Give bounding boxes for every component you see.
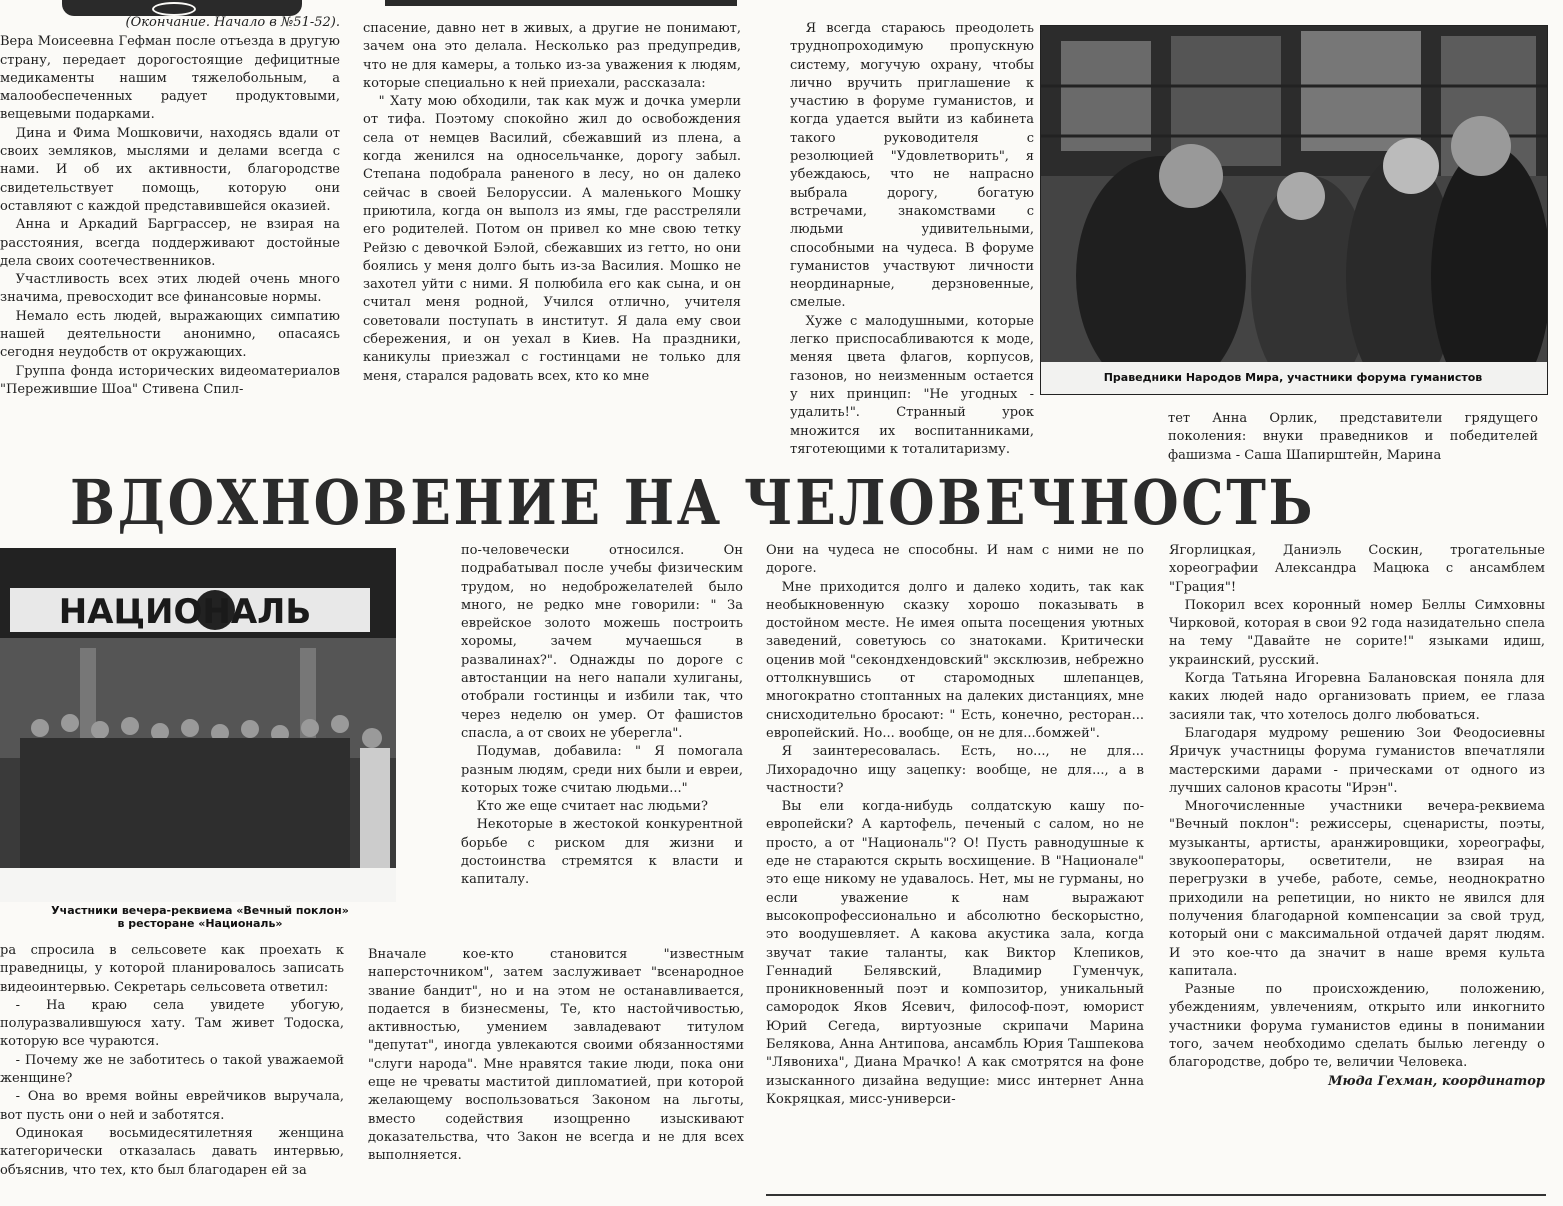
photo-righteous-among-nations bbox=[1040, 25, 1548, 395]
paragraph: Я заинтересовалась. Есть, но..., не для... Лихорадочно ищу зацепку: вообще, не для..., а в частности? bbox=[766, 744, 1144, 796]
photo-caption-line-2: в ресторане «Националь» bbox=[117, 917, 283, 930]
paragraph: Мне приходится долго и далеко ходить, так как необыкновенную сказку хорошо показывать в достойном месте. Не имея опыта посещения уютных заведений, советуюсь со знатоками. Критически оценив мой "секондхендовский" эксклюзив, небрежно оттолкнувшись от старомодных шлепанцев, многократно стоптанных на далеких дистанциях, мне снисходительно бросают: " Есть, конечно, ресторан... европейский. Но... вообще, он не для...бомжей". bbox=[766, 579, 1144, 741]
paragraph: спасение, давно нет в живых, а другие не понимают, зачем она это делала. Несколько раз предупредив, что не для камеры, а только из-за уважения к людям, которые специально к ней приехали, рассказала: bbox=[363, 21, 741, 91]
paragraph: Многочисленные участники вечера-реквиема "Вечный поклон": режиссеры, сценаристы, поэты, музыканты, артисты, аранжировщики, хореографы, звукооператоры, осветители, не взирая на перегрузки в учебе, работе, семье, неоднократно приходили на репетиции, но никто не явился для получения благодарной компенсации за свой труд, который они с максимальной отдачей дарят людям. И это кое-что да значит в наше время культа капитала. bbox=[1169, 799, 1545, 979]
paragraph: Вера Моисеевна Гефман после отъезда в другую страну, передает дорогостоящие дефицитные медикаменты нашим тяжелобольным, а малообеспеченных радует продуктовыми, вещевыми подарками. bbox=[0, 34, 340, 123]
author-signature: Мюда Гехман, координатор bbox=[1328, 1073, 1545, 1089]
article-column-4 bbox=[1168, 410, 1538, 466]
photo-sign-text: НАЦИОНАЛЬ bbox=[58, 592, 312, 632]
paragraph: Участливость всех этих людей очень много значима, превосходит все финансовые нормы. bbox=[0, 272, 340, 306]
article-column-2 bbox=[363, 20, 741, 460]
paragraph: Ягорлицкая, Даниэль Соскин, трогательные хореографии Александра Мацюка с ансамблем "Грация"! bbox=[1169, 543, 1545, 595]
paragraph: ра спросила в сельсовете как проехать к праведницы, у которой планировалось записать видеоинтервью. Секретарь сельсовета ответил: bbox=[0, 943, 344, 995]
headline: ВДОХНОВЕНИЕ НА ЧЕЛОВЕЧНОСТЬ bbox=[70, 466, 1316, 539]
paragraph: Подумав, добавила: " Я помогала разным людям, среди них были и евреи, которых тоже считаю людьми..." bbox=[461, 744, 743, 796]
article-column-6 bbox=[461, 542, 743, 944]
paragraph: Дина и Фима Мошковичи, находясь вдали от своих земляков, мыслями и делами всегда с нами. И об их активности, благородстве свидетельствует помощь, которую они оставляют с каждой представившейся оказией. bbox=[0, 125, 340, 214]
article-column-7 bbox=[368, 946, 744, 1204]
paragraph: Благодаря мудрому решению Зои Феодосиевны Яричук участницы форума гуманистов впечатляли мастерскими дарами - прическами от одного из лучших салонов красоты "Ирэн". bbox=[1169, 725, 1545, 796]
paragraph: по-человечески относился. Он подрабатывал после учебы физическим трудом, но недоброжелателей было много, не редко мне говорили: " За еврейское золото можешь построить хоромы, зачем мучаешься в развалинах?". Однажды по дороге с автостанции на него напали хулиганы, отобрали гостинцы и избили так, что через неделю он умер. От фашистов спасла, а от своих не уберегла". bbox=[461, 543, 743, 741]
paragraph: Покорил всех коронный номер Беллы Симховны Чирковой, которая в свои 92 года назидательно спела на тему "Давайте не сорите!" языками идиш, украинский, русский. bbox=[1169, 597, 1545, 668]
photo-image bbox=[0, 548, 396, 902]
photo-caption: Праведники Народов Мира, участники форума гуманистов bbox=[1103, 371, 1483, 384]
paragraph: Я всегда стараюсь преодолеть труднопроходимую пропускную систему, могучую охрану, чтобы лично вручить приглашение к участию в форуме гуманистов, и когда удается выйти из кабинета такого руководителя с резолюцией "Удовлетворить", я убеждаюсь, что не напрасно выбрала дорогу, богатую встречами, знакомствами с людьми удивительными, способными на чудеса. В форуме гуманистов участвуют личности неординарные, дерзновенные, смелые. bbox=[790, 21, 1034, 311]
paragraph: Они на чудеса не способны. И нам с ними не по дороге. bbox=[766, 543, 1144, 577]
paragraph: Некоторые в жестокой конкурентной борьбе с риском для жизни и достоинства стремятся к власти и капиталу. bbox=[461, 817, 743, 888]
paragraph: Кто же еще считает нас людьми? bbox=[476, 799, 708, 815]
paragraph: Когда Татьяна Игоревна Балановская поняла для каких людей надо организовать прием, ее глаза засияли так, что хотелось долго любоваться. bbox=[1169, 671, 1545, 723]
article-column-9 bbox=[1169, 542, 1545, 1192]
paragraph: тет Анна Орлик, представители грядущего поколения: внуки праведников и победителей фашизма - Саша Шапирштейн, Марина bbox=[1168, 411, 1538, 463]
continuation-note: (Окончание. Начало в №51-52). bbox=[125, 15, 340, 30]
paragraph: Вначале кое-кто становится "известным наперсточником", затем заслуживает "всенародное звание бандит", но и на этом не останавливается, подается в бизнесмены, Те, кто настойчивостью, активностью, умением завладевают титулом "депутат", иногда увлекаются своими обязанностями "слуги народа". Мне нравятся такие люди, пока они еще не чреваты маститой дипломатией, при которой желающему воспользоваться Законом на льготы, вместо содействия изощренно изыскивают доказательства, что Закон не всегда и не для всех выполняется. bbox=[368, 947, 744, 1164]
photo-national-restaurant bbox=[0, 548, 396, 902]
paragraph: Одинокая восьмидесятилетняя женщина категорически отказалась давать интервью, объяснив, что тех, кто был благодарен ей за bbox=[0, 1125, 344, 1178]
article-column-8 bbox=[766, 542, 1144, 1192]
paragraph: Немало есть людей, выражающих симпатию нашей деятельности анонимно, опасаясь сегодня неудобств от окружающих. bbox=[0, 308, 340, 361]
paragraph: Разные по происхождению, положению, убеждениям, увлечениям, открыто или инкогнито участники форума гуманистов едины в понимании того, зачем необходимо сделать былью легенду о благородстве, добро те, величии Человека. bbox=[1169, 982, 1545, 1071]
photo-image bbox=[1041, 26, 1547, 394]
paragraph: Вы ели когда-нибудь солдатскую кашу по-европейски? А картофель, печеный с салом, но не просто, а от "Националь"? О! Пусть равнодушные к еде не стараются скрыть восхищение. В "Националe" это еще никому не удавалось. Нет, мы не гурманы, но если уважение к нам выражают высокопрофессионально и абсолютно бескорыстно, это воодушевляет. А какова акустика зала, когда звучат такие таланты, как Виктор Клепиков, Геннадий Белявский, Владимир Гуменчук, проникновенный поэт и композитор, уникальный самородок Яков Ясевич, философ-поэт, юморист Юрий Сегеда, виртуозные скрипачи Марина Белякова, Анна Антипова, ансамбль Юрия Ташпекова "Лявониха", Диана Мрачко! А как смотрятся на фоне изысканного дизайна ведущие: мисс интернет Анна Кокряцкая, мисс-универси- bbox=[766, 799, 1144, 1107]
article-column-3 bbox=[790, 20, 1034, 466]
paragraph: Группа фонда исторических видеоматериалов "Пережившие Шоа" Стивена Спил- bbox=[0, 363, 340, 397]
paragraph: - Она во время войны еврейчиков выручала, вот пусть они о ней и заботятся. bbox=[0, 1089, 344, 1123]
photo-caption-line-1: Участники вечера-реквиема «Вечный поклон» bbox=[51, 904, 349, 917]
paragraph: - Почему же не заботитесь о такой уважаемой женщине? bbox=[0, 1052, 344, 1087]
article-column-5 bbox=[0, 942, 344, 1206]
paragraph: Хуже с малодушными, которые легко приспосабливаются к моде, меняя цвета флагов, корпусов, газонов, но неизменным остается у них принцип: "Не угодных - удалить!". Странный урок множится их воспитанниками, тяготеющими к тоталитаризму. bbox=[790, 313, 1034, 457]
paragraph: Анна и Аркадий Барграссер, не взирая на расстояния, всегда поддерживают достойные дела своих соотечественников. bbox=[0, 217, 340, 269]
article-column-1 bbox=[0, 14, 340, 460]
masthead-rule bbox=[385, 0, 737, 6]
paragraph: - На краю села увидете убогую, полуразвалившуюся хату. Там живет Тодоска, которую все чураются. bbox=[0, 997, 344, 1050]
bottom-rule bbox=[766, 1194, 1546, 1196]
paragraph: " Хату мою обходили, так как муж и дочка умерли от тифа. Поэтому спокойно жил до освобождения села от немцев Василий, сбежавший из плена, а когда женился на односельчанке, дорогу забыл. Степана подобрала раненого в лесу, но он далеко сейчас в своей Белоруссии. А маленького Мошку приютила, когда он выполз из ямы, где расстреляли его родителей. Потом он привел ко мне свою тетку Рейзю с девочкой Бэлой, сбежавших из гетто, но они боялись у меня долго быть из-за Василия. Мошко не захотел уйти с ними. Я полюбила его как сына, и он считал меня родной, Учился отлично, учителя советовали поступать в институт. Я дала ему свои сбережения, и он уехал в Киев. На праздники, каникулы приезжал с гостинцами не только для меня, старался радовать всех, кто ко мне bbox=[363, 94, 741, 384]
